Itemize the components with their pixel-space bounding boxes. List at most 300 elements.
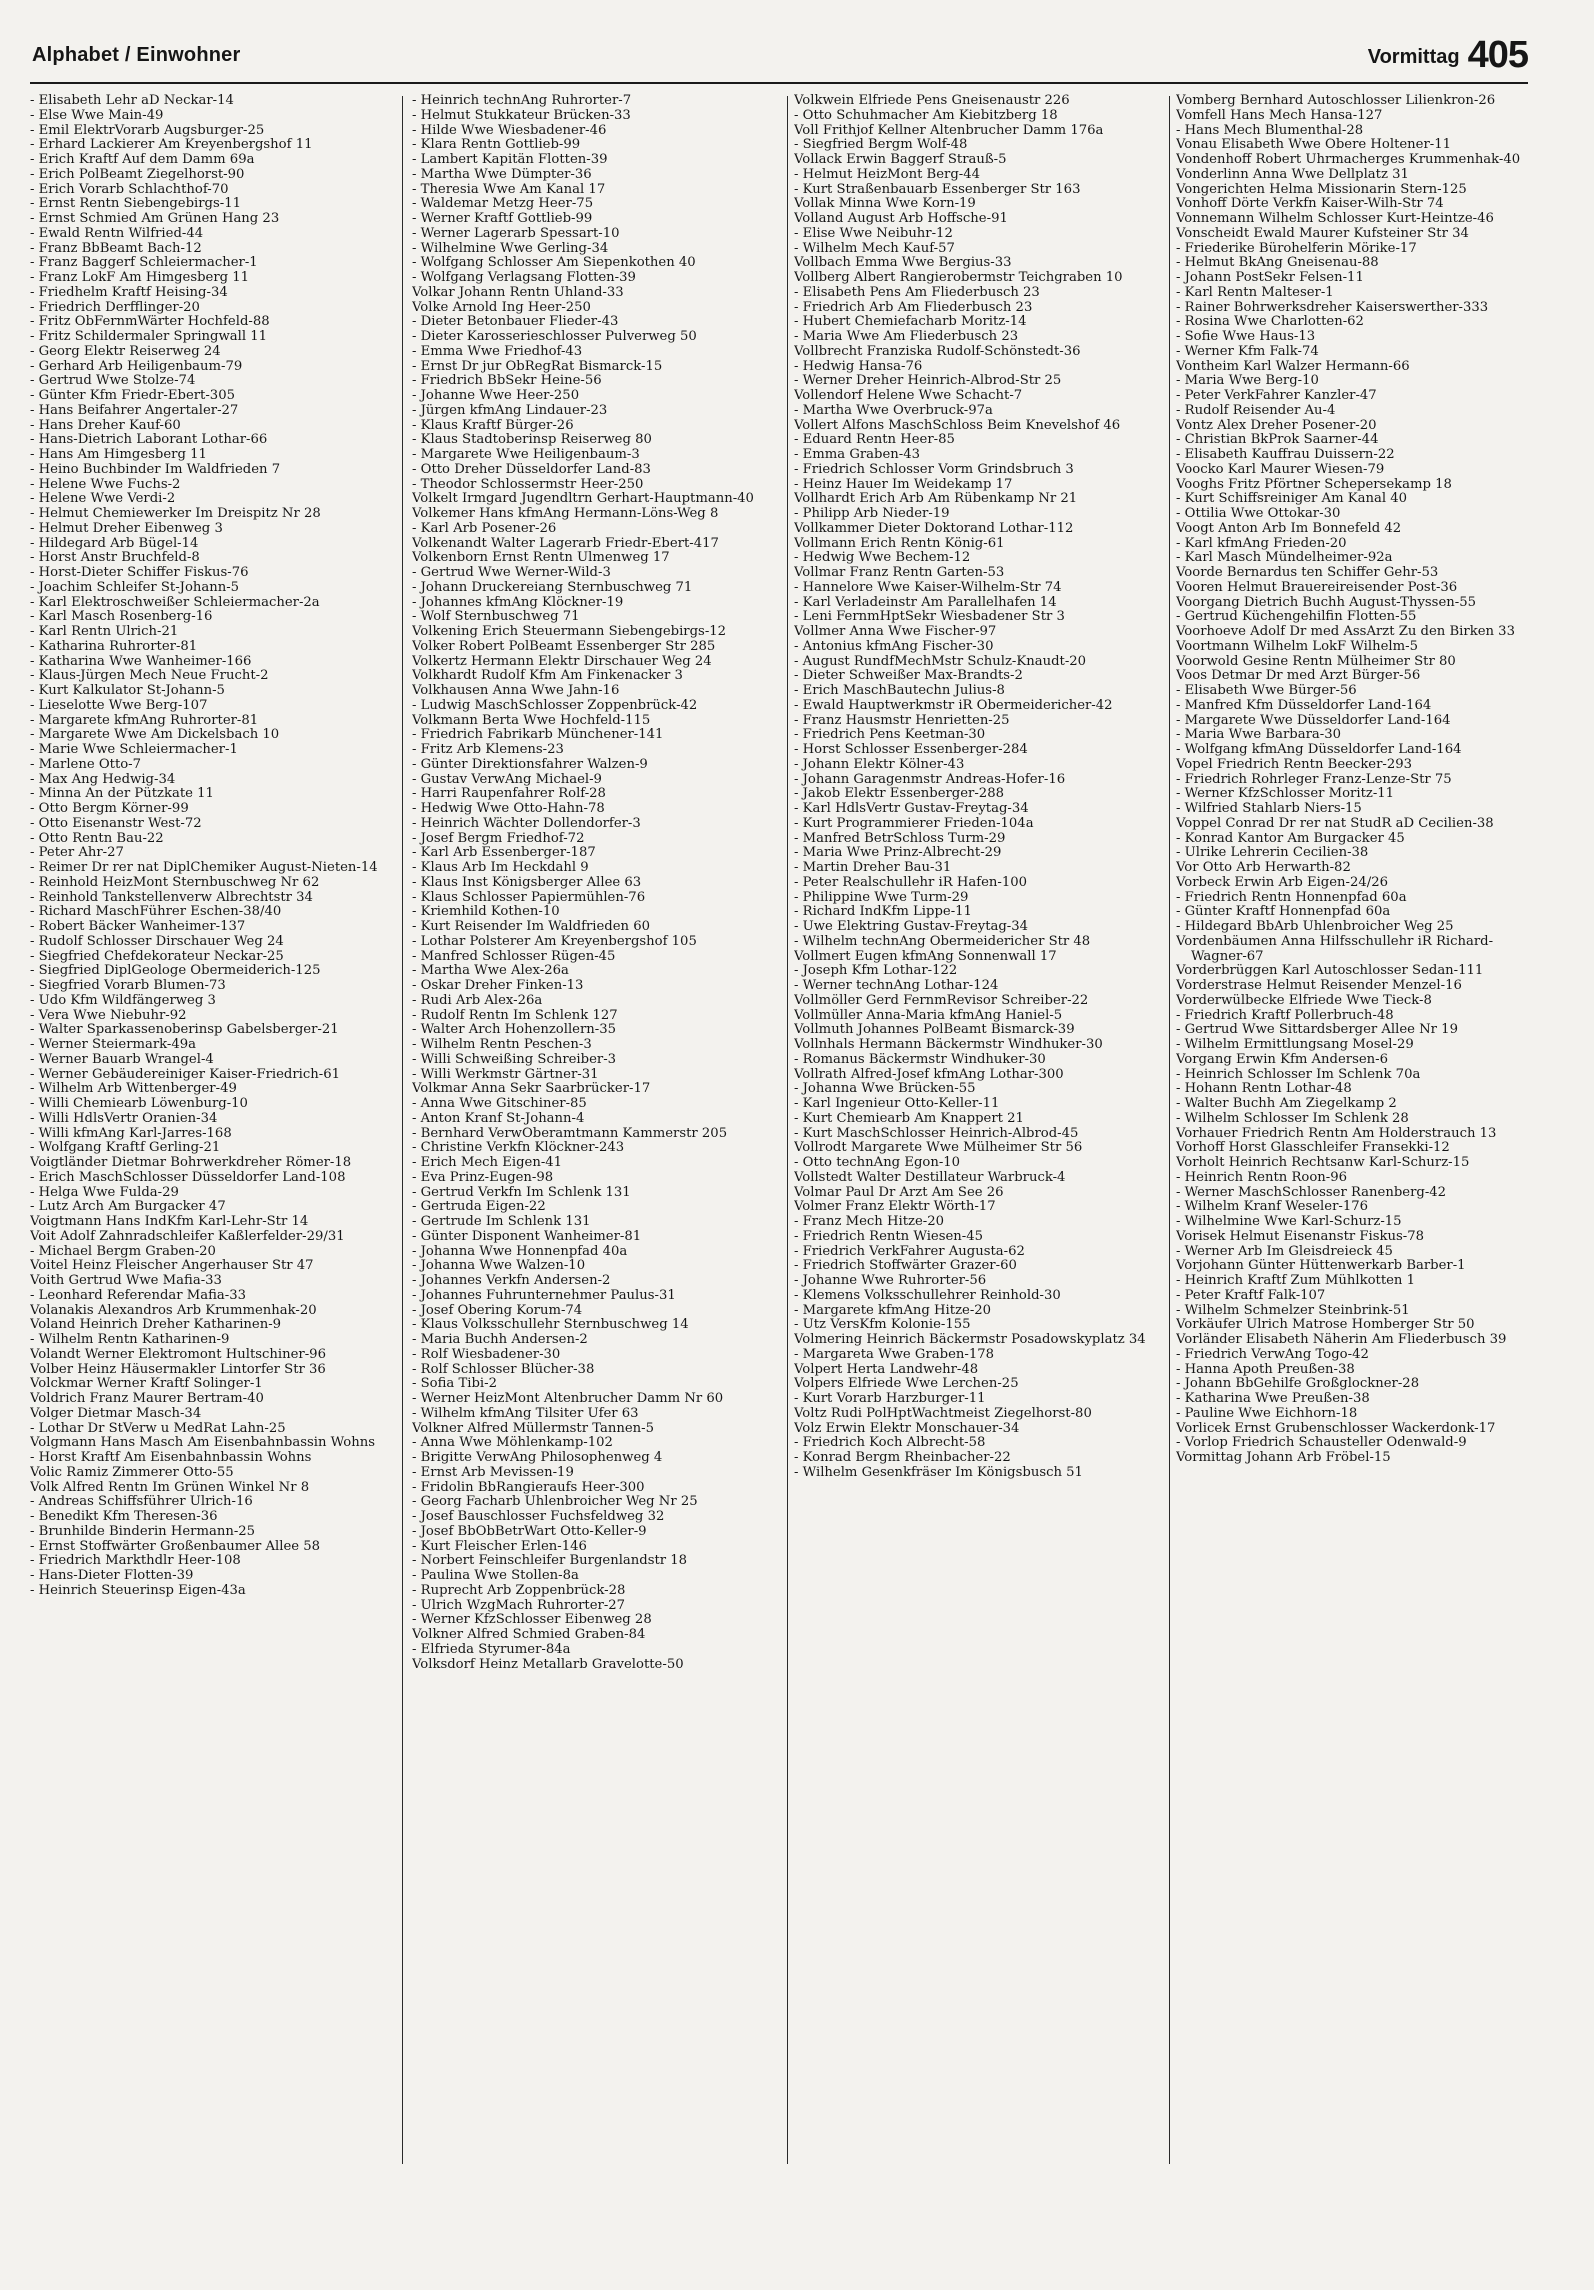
directory-entry: - Friedrich Fabrikarb Münchener-141 [412,727,664,743]
directory-entry: - Robert Bäcker Wanheimer-137 [30,919,246,934]
directory-entry: - Lothar Dr StVerw u MedRat Lahn-25 [30,1420,286,1436]
directory-entry: - Ernst Schmied Am Grünen Hang 23 [30,211,280,226]
directory-entry: - Oskar Dreher Finken-13 [412,978,584,993]
directory-entry: Volkening Erich Steuermann Siebengebirgs-12 [412,624,727,639]
directory-entry: - Siegfried DiplGeologe Obermeiderich-125 [30,963,321,979]
directory-entry: Volkner Alfred Müllermstr Tannen-5 [412,1420,654,1436]
directory-entry: - Theodor Schlossermstr Heer-250 [412,476,644,492]
directory-entry: - Hildegard Arb Bügel-14 [30,535,199,551]
directory-entry: - Emma Wwe Friedhof-43 [412,343,583,359]
directory-entry: - Willi HdlsVertr Oranien-34 [30,1110,218,1126]
directory-entry: - Horst Kraftf Am Eisenbahnbassin Wohns [30,1450,312,1465]
directory-entry: - Peter Kraftf Falk-107 [1176,1287,1326,1303]
directory-entry: - Sofia Tibi-2 [412,1376,497,1392]
directory-entry: - Günter Kfm Friedr-Ebert-305 [30,388,235,403]
column-4 [1176,94,1542,2274]
directory-entry: - Katharina Wwe Wanheimer-166 [30,653,252,669]
directory-entry: - Rolf Wiesbadener-30 [412,1346,561,1362]
directory-entry: - Ewald Hauptwerkmstr iR Obermeidericher-42 [794,697,1113,713]
directory-entry: - Maria Wwe Am Fliederbusch 23 [794,329,1019,344]
directory-entry: - Franz Hausmstr Henrietten-25 [794,712,1010,728]
directory-entry: - Helmut Dreher Eibenweg 3 [30,520,223,536]
directory-entry: - Werner Lagerarb Spessart-10 [412,225,620,241]
directory-entry: - Hedwig Hansa-76 [794,358,923,374]
directory-entry: Volkhardt Rudolf Kfm Am Finkenacker 3 [412,668,683,684]
directory-entry: - Joseph Kfm Lothar-122 [794,963,958,979]
directory-entry: - Peter VerkFahrer Kanzler-47 [1176,388,1377,403]
directory-entry: - Peter Realschullehr iR Hafen-100 [794,874,1028,890]
directory-entry: - Friedrich VerwAng Togo-42 [1176,1346,1369,1362]
directory-entry: - Wilhelm Gesenkfräser Im Königsbusch 51 [794,1464,1083,1480]
directory-entry: - Wilhelm Rentn Katharinen-9 [30,1332,230,1347]
directory-entry: Vooren Helmut Brauereireisender Post-36 [1176,579,1458,595]
directory-entry: - Werner HeizMont Altenbrucher Damm Nr 60 [412,1391,724,1406]
directory-entry: Voos Detmar Dr med Arzt Bürger-56 [1176,668,1421,684]
directory-entry: - Walter Buchh Am Ziegelkamp 2 [1176,1096,1397,1111]
directory-entry: Volkertz Hermann Elektr Dirschauer Weg 24 [412,653,712,669]
directory-entry: - Friedrich Derfflinger-20 [30,299,200,315]
directory-entry: - Franz Mech Hitze-20 [794,1214,944,1229]
directory-entry: Voll Frithjof Kellner Altenbrucher Damm 176a [794,122,1104,138]
directory-entry: - Helmut HeizMont Berg-44 [794,166,981,182]
directory-entry: - Kurt Chemiearb Am Knappert 21 [794,1110,1024,1126]
directory-entry: Voorgang Dietrich Buchh August-Thyssen-55 [1176,594,1476,610]
directory-entry: - Klemens Volksschullehrer Reinhold-30 [794,1287,1061,1303]
directory-entry: Voith Gertrud Wwe Mafia-33 [30,1273,222,1288]
directory-entry: - Josef Bauschlosser Fuchsfeldweg 32 [412,1509,665,1524]
column-2 [412,94,778,2274]
directory-entry: - Hans-Dieter Flotten-39 [30,1568,194,1583]
directory-entry: - Erich Mech Eigen-41 [412,1155,563,1170]
directory-entry: - Dieter Karosserieschlosser Pulverweg 50 [412,329,697,344]
directory-entry: - Werner Steiermark-49a [30,1037,197,1052]
directory-entry: Vollendorf Helene Wwe Schacht-7 [794,388,1023,403]
directory-entry: - Kurt Programmierer Frieden-104a [794,815,1034,831]
directory-entry: - Marlene Otto-7 [30,756,142,772]
directory-entry: Voorhoeve Adolf Dr med AssArzt Zu den Birken 33 [1176,624,1515,639]
directory-entry: Vollmüller Anna-Maria kfmAng Haniel-5 [794,1007,1063,1023]
directory-entry: - Willi Chemiearb Löwenburg-10 [30,1096,248,1111]
column-divider [787,96,788,2164]
directory-entry: - Manfred Kfm Düsseldorfer Land-164 [1176,697,1432,713]
directory-entry: - Kurt Kalkulator St-Johann-5 [30,683,225,698]
directory-entry: - Lambert Kapitän Flotten-39 [412,152,608,167]
directory-entry: - Johanna Wwe Brücken-55 [794,1081,976,1097]
directory-entry: - Johann Elektr Kölner-43 [794,756,965,772]
directory-entry: Vorderwülbecke Elfriede Wwe Tieck-8 [1176,992,1432,1008]
directory-entry: - Werner Kraftf Gottlieb-99 [412,211,593,226]
directory-entry: - Ulrich WzgMach Ruhrorter-27 [412,1597,626,1613]
directory-entry: Vollmar Franz Rentn Garten-53 [794,565,1005,580]
directory-entry: - Kurt Reisender Im Waldfrieden 60 [412,919,651,934]
directory-entry: Vonau Elisabeth Wwe Obere Holtener-11 [1176,137,1452,153]
directory-entry: - Hanna Apoth Preußen-38 [1176,1361,1355,1377]
directory-entry: - Helga Wwe Fulda-29 [30,1184,179,1200]
directory-entry: - Hedwig Wwe Otto-Hahn-78 [412,801,605,816]
directory-entry: - Walter Arch Hohenzollern-35 [412,1022,617,1038]
directory-entry: Vontheim Karl Walzer Hermann-66 [1176,358,1410,374]
directory-entry: Voldrich Franz Maurer Bertram-40 [30,1391,264,1406]
directory-entry: - Gertrud Wwe Werner-Wild-3 [412,565,611,580]
directory-entry: Volic Ramiz Zimmerer Otto-55 [30,1464,234,1480]
directory-entry: - Leonhard Referendar Mafia-33 [30,1287,247,1303]
directory-entry: - Klaus Stadtoberinsp Reiserweg 80 [412,432,652,448]
directory-entry: Vomfell Hans Mech Hansa-127 [1176,107,1383,123]
directory-entry: Volke Arnold Ing Heer-250 [412,299,591,315]
directory-entry: - Hans Dreher Kauf-60 [30,417,181,433]
directory-entry: - Hohann Rentn Lothar-48 [1176,1081,1352,1097]
directory-entry: - Hans Beifahrer Angertaler-27 [30,402,239,418]
directory-entry: Vorgang Erwin Kfm Andersen-6 [1176,1051,1389,1067]
directory-entry: - Werner KfzSchlosser Moritz-11 [1176,786,1395,802]
directory-entry: Volkwein Elfriede Pens Gneisenaustr 226 [794,94,1070,108]
directory-entry: - Katharina Wwe Preußen-38 [1176,1391,1370,1406]
directory-entry: - Fritz ObFernmWärter Hochfeld-88 [30,314,270,330]
directory-entry: - Erich Vorarb Schlachthof-70 [30,181,229,197]
running-head-word: Vormittag [1367,46,1460,68]
directory-entry: - Werner Arb Im Gleisdreieck 45 [1176,1243,1393,1259]
directory-entry: - Friedhelm Kraftf Heising-34 [30,284,228,300]
directory-entry: - Helmut Chemiewerker Im Dreispitz Nr 28 [30,506,321,521]
directory-entry: - Christine Verkfn Klöckner-243 [412,1140,625,1156]
directory-entry: - Dieter Schweißer Max-Brandts-2 [794,668,1023,684]
directory-entry: - Leni FernmHptSekr Wiesbadener Str 3 [794,609,1065,625]
directory-entry: - Franz LokF Am Himgesberg 11 [30,270,250,285]
directory-entry: - Fritz Schildermaler Springwall 11 [30,329,268,344]
directory-entry: - Josef Bergm Friedhof-72 [412,830,585,846]
directory-entry: - Friedrich Stoffwärter Grazer-60 [794,1258,1017,1274]
directory-entry: - Hans Mech Blumenthal-28 [1176,122,1364,138]
directory-entry: - Horst Schlosser Essenberger-284 [794,742,1028,757]
directory-entry: - Kurt MaschSchlosser Heinrich-Albrod-45 [794,1125,1079,1141]
directory-entry: - Otto Bergm Körner-99 [30,801,189,816]
directory-entry: - Lothar Polsterer Am Kreyenbergshof 105 [412,933,697,949]
directory-entry: Vonhoff Dörte Verkfn Kaiser-Wilh-Str 74 [1176,196,1444,212]
directory-entry: Volkar Johann Rentn Uhland-33 [412,284,624,300]
directory-entry: Vollert Alfons MaschSchloss Beim Knevelshof 46 [794,417,1121,433]
directory-entry: Volandt Werner Elektromont Hultschiner-96 [30,1346,326,1362]
directory-entry: Volmering Heinrich Bäckermstr Posadowskyplatz 34 [794,1332,1146,1347]
directory-entry: Volanakis Alexandros Arb Krummenhak-20 [30,1302,317,1318]
directory-entry: - Günter Kraftf Honnenpfad 60a [1176,904,1391,920]
directory-entry: Volger Dietmar Masch-34 [30,1405,202,1421]
directory-entry: Volkhausen Anna Wwe Jahn-16 [412,683,620,698]
directory-entry: Vollak Minna Wwe Korn-19 [794,196,976,212]
directory-entry: - Heinrich Wächter Dollendorfer-3 [412,815,641,831]
directory-entry: - Willi Werkmstr Gärtner-31 [412,1066,599,1082]
directory-entry: Volkenandt Walter Lagerarb Friedr-Ebert-417 [412,535,719,551]
directory-entry: - Maria Wwe Prinz-Albrecht-29 [794,845,1002,861]
directory-entry: - Franz Baggerf Schleiermacher-1 [30,255,258,271]
directory-entry: - Karl Masch Mündelheimer-92a [1176,550,1393,566]
directory-entry: - Rolf Schlosser Blücher-38 [412,1361,595,1377]
directory-entry: Volber Heinz Häusermakler Lintorfer Str 36 [30,1361,326,1377]
directory-entry: - Erich MaschBautechn Julius-8 [794,683,1005,698]
directory-entry: - Utz VersKfm Kolonie-155 [794,1317,971,1333]
directory-entry: - Klaus Arb Im Heckdahl 9 [412,860,589,875]
directory-entry: - Horst Anstr Bruchfeld-8 [30,550,200,566]
directory-entry: Volland August Arb Hoffsche-91 [794,211,1008,226]
directory-entry: - Wolfgang Schlosser Am Siepenkothen 40 [412,255,696,271]
directory-entry: - Werner technAng Lothar-124 [794,978,999,993]
directory-entry: - Friedrich Arb Am Fliederbusch 23 [794,299,1033,315]
directory-entry: - Werner KfzSchlosser Eibenweg 28 [412,1612,652,1628]
directory-entry: Volgmann Hans Masch Am Eisenbahnbassin Wohns [30,1435,375,1451]
directory-entry: Vollhardt Erich Arb Am Rübenkamp Nr 21 [794,491,1078,507]
directory-entry: - Johann PostSekr Felsen-11 [1176,270,1364,285]
directory-entry: - Wolfgang kfmAng Düsseldorfer Land-164 [1176,742,1462,757]
directory-entry: Vor Otto Arb Herwarth-82 [1176,860,1351,875]
directory-entry: Voland Heinrich Dreher Katharinen-9 [30,1317,282,1333]
directory-entry: - Rosina Wwe Charlotten-62 [1176,314,1364,330]
directory-entry: Voigtländer Dietmar Bohrwerkdreher Römer-18 [30,1155,352,1170]
column-divider [402,96,403,2164]
directory-entry: - Margarete Wwe Am Dickelsbach 10 [30,727,280,743]
directory-entry: - Klaus Kraftf Bürger-26 [412,417,574,433]
directory-entry: - Karl Masch Rosenberg-16 [30,609,213,625]
directory-entry: - Werner MaschSchlosser Ranenberg-42 [1176,1184,1447,1200]
directory-entry: - Otto Schuhmacher Am Kiebitzberg 18 [794,107,1058,123]
directory-entry: - Heinrich Steuerinsp Eigen-43a [30,1582,246,1598]
directory-entry: - Elise Wwe Neibuhr-12 [794,225,953,241]
directory-entry: Vonnemann Wilhelm Schlosser Kurt-Heintze-46 [1176,211,1494,226]
directory-entry: Vorhoff Horst Glasschleifer Fransekki-12 [1176,1140,1450,1156]
directory-entry: Volksdorf Heinz Metallarb Gravelotte-50 [412,1656,684,1672]
directory-entry: - Harri Raupenfahrer Rolf-28 [412,786,606,802]
directory-entry: - Maria Wwe Berg-10 [1176,373,1319,389]
directory-entry: - Martha Wwe Dümpter-36 [412,166,592,182]
running-head [1368,34,1528,77]
directory-entry: Vorhauer Friedrich Rentn Am Holderstrauch 13 [1176,1125,1497,1141]
directory-entry: Vorjohann Günter Hüttenwerkarb Barber-1 [1176,1258,1466,1274]
directory-entry: - Werner Gebäudereiniger Kaiser-Friedrich-61 [30,1066,341,1082]
directory-entry: - Friedrich Markthdlr Heer-108 [30,1553,241,1569]
directory-entry: - Reimer Dr rer nat DiplChemiker August-Nieten-14 [30,860,378,875]
directory-entry: - Rudolf Reisender Au-4 [1176,402,1336,418]
directory-entry: - Hildegard BbArb Uhlenbroicher Weg 25 [1176,919,1454,934]
directory-entry: - Reinhold HeizMont Sternbuschweg Nr 62 [30,874,320,890]
column-1 [30,94,392,2274]
directory-entry: - Friedrich Pens Keetman-30 [794,727,986,743]
directory-entry: Volkmar Anna Sekr Saarbrücker-17 [412,1081,651,1097]
directory-entry: - Konrad Kantor Am Burgacker 45 [1176,830,1405,846]
directory-entry: - Friedrich Rentn Honnenpfad 60a [1176,889,1407,905]
directory-entry: - Anna Wwe Möhlenkamp-102 [412,1435,613,1451]
directory-entry: Volkelt Irmgard Jugendltrn Gerhart-Hauptmann-40 [412,491,754,507]
directory-entry: - Otto Eisenanstr West-72 [30,815,202,831]
directory-entry: - Heinrich technAng Ruhrorter-7 [412,94,632,108]
directory-entry: Vorkäufer Ulrich Matrose Homberger Str 50 [1176,1317,1475,1333]
directory-entry: - Bernhard VerwOberamtmann Kammerstr 205 [412,1125,728,1141]
directory-entry: Voorwold Gesine Rentn Mülheimer Str 80 [1176,653,1456,669]
directory-entry: Vorderbrüggen Karl Autoschlosser Sedan-111 [1176,963,1484,979]
directory-entry: Vollmuth Johannes PolBeamt Bismarck-39 [794,1022,1075,1038]
directory-entry: - Ottilia Wwe Ottokar-30 [1176,506,1341,521]
directory-entry: Vonscheidt Ewald Maurer Kufsteiner Str 34 [1176,225,1469,241]
directory-entry: - Erich PolBeamt Ziegelhorst-90 [30,166,245,182]
directory-entry: - Lieselotte Wwe Berg-107 [30,697,208,713]
directory-entry: - Otto technAng Egon-10 [794,1155,961,1170]
directory-entry: - Wilhelm Schlosser Im Schlenk 28 [1176,1110,1409,1126]
directory-entry: - Joachim Schleifer St-Johann-5 [30,579,240,595]
directory-entry: - Margarete Wwe Düsseldorfer Land-164 [1176,712,1451,728]
column-divider [1169,96,1170,2164]
directory-entry: - Josef Obering Korum-74 [412,1302,583,1318]
directory-entry: - Walter Sparkassenoberinsp Gabelsberger-21 [30,1022,339,1038]
directory-entry: - Richard IndKfm Lippe-11 [794,904,972,920]
directory-entry: Vorisek Helmut Eisenanstr Fiskus-78 [1176,1228,1424,1244]
directory-entry: Vollberg Albert Rangierobermstr Teichgraben 10 [794,270,1123,285]
directory-entry: - Elisabeth Pens Am Fliederbusch 23 [794,284,1040,300]
directory-entry: - Erhard Lackierer Am Kreyenbergshof 11 [30,137,313,153]
directory-entry: - Konrad Bergm Rheinbacher-22 [794,1450,1011,1465]
directory-entry: - Theresia Wwe Am Kanal 17 [412,181,606,197]
directory-entry: - Else Wwe Main-49 [30,107,164,123]
directory-entry: - Marie Wwe Schleiermacher-1 [30,742,238,757]
directory-entry: Volkemer Hans kfmAng Hermann-Löns-Weg 8 [412,506,719,521]
directory-entry: - Karl kfmAng Frieden-20 [1176,535,1347,551]
directory-entry: Volker Robert PolBeamt Essenberger Str 285 [412,638,716,654]
directory-entry: - Margarete kfmAng Ruhrorter-81 [30,712,259,728]
directory-entry: - Rainer Bohrwerksdreher Kaiserswerther-333 [1176,299,1489,315]
directory-entry: - Fridolin BbRangieraufs Heer-300 [412,1479,645,1495]
directory-entry: Voppel Conrad Dr rer nat StudR aD Cecilien-38 [1176,815,1494,831]
directory-entry: - Georg Facharb Uhlenbroicher Weg Nr 25 [412,1494,698,1510]
directory-entry: - Emil ElektrVorarb Augsburger-25 [30,122,265,138]
directory-entry: - Gertrud Küchengehilfin Flotten-55 [1176,609,1417,625]
directory-entry: - Katharina Ruhrorter-81 [30,638,198,654]
directory-entry: Vollrodt Margarete Wwe Mülheimer Str 56 [794,1140,1083,1156]
directory-entry: Vomberg Bernhard Autoschlosser Lilienkron-26 [1176,94,1496,108]
directory-entry: Vollmöller Gerd FernmRevisor Schreiber-22 [794,992,1089,1008]
section-title: Alphabet / Einwohner [32,44,241,66]
directory-entry: - Horst-Dieter Schiffer Fiskus-76 [30,565,249,580]
directory-entry: Vorländer Elisabeth Näherin Am Fliederbusch 39 [1176,1332,1507,1347]
directory-entry: Vollstedt Walter Destillateur Warbruck-4 [794,1169,1066,1185]
directory-entry: Voit Adolf Zahnradschleifer Kaßlerfelder-29/31 [30,1228,345,1244]
directory-entry: - August RundfMechMstr Schulz-Knaudt-20 [794,653,1087,669]
directory-entry: - Karl Verladeinstr Am Parallelhafen 14 [794,594,1057,610]
directory-entry: - Karl Rentn Ulrich-21 [30,624,179,639]
directory-entry: Vopel Friedrich Rentn Beecker-293 [1176,756,1413,772]
directory-entry: Volk Alfred Rentn Im Grünen Winkel Nr 8 [30,1479,310,1495]
directory-entry: - Eva Prinz-Eugen-98 [412,1169,554,1185]
directory-entry: - Johannes kfmAng Klöckner-19 [412,594,624,610]
directory-entry: - Rudolf Schlosser Dirschauer Weg 24 [30,933,284,949]
directory-entry: - Wilhelm Kranf Weseler-176 [1176,1199,1369,1215]
directory-entry: Vollbach Emma Wwe Bergius-33 [794,255,1012,271]
directory-entry: - Franz BbBeamt Bach-12 [30,240,202,256]
directory-entry: - Erich Kraftf Auf dem Damm 69a [30,152,255,167]
directory-entry: - Ulrike Lehrerin Cecilien-38 [1176,845,1369,861]
directory-entry: - Klaus Schlosser Papiermühlen-76 [412,889,646,905]
directory-entry: - Paulina Wwe Stollen-8a [412,1568,579,1583]
directory-entry: - Anton Kranf St-Johann-4 [412,1110,585,1126]
directory-entry: - Kurt Schiffsreiniger Am Kanal 40 [1176,491,1408,507]
directory-entry: - Klara Rentn Gottlieb-99 [412,137,581,153]
directory-entry: - Karl Elektroschweißer Schleiermacher-2a [30,594,320,610]
directory-entry: Vollkammer Dieter Doktorand Lothar-112 [794,520,1074,536]
directory-entry: Volmer Franz Elektr Wörth-17 [794,1199,996,1215]
directory-entry: - Helmut Stukkateur Brücken-33 [412,107,631,123]
directory-entry: - Uwe Elektring Gustav-Freytag-34 [794,919,1029,934]
page-number: 405 [1467,34,1528,76]
directory-entry: - Gertrud Wwe Sittardsberger Allee Nr 19 [1176,1022,1458,1038]
directory-entry: - Richard MaschFührer Eschen-38/40 [30,904,282,920]
directory-entry: - Ludwig MaschSchlosser Zoppenbrück-42 [412,697,698,713]
directory-columns [30,94,1528,2274]
directory-entry: - Wilhelm technAng Obermeidericher Str 48 [794,933,1091,949]
directory-entry: - Jürgen kfmAng Lindauer-23 [412,402,608,418]
directory-entry: - Udo Kfm Wildfängerweg 3 [30,992,216,1008]
directory-entry: - Wilfried Stahlarb Niers-15 [1176,801,1362,816]
directory-entry: - Kriemhild Kothen-10 [412,904,560,920]
directory-entry: - Minna An der Pützkate 11 [30,786,214,802]
directory-entry: - Norbert Feinschleifer Burgenlandstr 18 [412,1553,688,1569]
directory-entry: - Martha Wwe Overbruck-97a [794,402,993,418]
directory-entry: - Werner Dreher Heinrich-Albrod-Str 25 [794,373,1062,389]
directory-entry: - Antonius kfmAng Fischer-30 [794,638,994,654]
directory-entry: - Christian BkProk Saarner-44 [1176,432,1379,448]
directory-entry: - Rudolf Rentn Im Schlenk 127 [412,1007,618,1023]
directory-entry: - Gertrud Verkfn Im Schlenk 131 [412,1184,631,1200]
directory-entry: - Otto Rentn Bau-22 [30,830,164,846]
directory-entry: - Otto Dreher Düsseldorfer Land-83 [412,461,651,477]
directory-entry: - Eduard Rentn Heer-85 [794,432,955,448]
directory-entry: - Karl HdlsVertr Gustav-Freytag-34 [794,801,1029,816]
directory-entry: Vollmert Eugen kfmAng Sonnenwall 17 [794,948,1057,964]
directory-entry: - Fritz Arb Klemens-23 [412,742,564,757]
directory-entry: - Philipp Arb Nieder-19 [794,506,950,521]
directory-entry: - Max Ang Hedwig-34 [30,771,176,787]
directory-entry: - Wolfgang Verlagsang Flotten-39 [412,270,636,285]
directory-entry: - Klaus-Jürgen Mech Neue Frucht-2 [30,668,269,684]
directory-entry: Voocko Karl Maurer Wiesen-79 [1176,461,1385,477]
directory-entry: - Martha Wwe Alex-26a [412,963,569,979]
directory-entry: - Heino Buchbinder Im Waldfrieden 7 [30,461,281,477]
directory-entry: - Johann Druckereiang Sternbuschweg 71 [412,579,693,595]
directory-entry: - Karl Arb Essenberger-187 [412,845,596,861]
directory-entry: - Friederike Bürohelferin Mörike-17 [1176,240,1417,256]
directory-entry: Volz Erwin Elektr Monschauer-34 [794,1420,1020,1436]
directory-entry: Vorlicek Ernst Grubenschlosser Wackerdonk-17 [1176,1420,1496,1436]
directory-entry: - Wolfgang Kraftf Gerling-21 [30,1140,221,1156]
directory-entry: - Gertrud Wwe Stolze-74 [30,373,196,389]
directory-entry: Volpers Elfriede Wwe Lerchen-25 [794,1376,1019,1392]
directory-entry: - Siegfried Bergm Wolf-48 [794,137,968,153]
directory-entry: - Wilhelm Ermittlungsang Mosel-29 [1176,1037,1414,1052]
directory-entry: - Jakob Elektr Essenberger-288 [794,786,1004,802]
directory-entry: - Ernst Dr jur ObRegRat Bismarck-15 [412,358,663,374]
directory-entry: Voorde Bernardus ten Schiffer Gehr-53 [1176,565,1439,580]
directory-entry: - Hans Am Himgesberg 11 [30,447,207,462]
directory-entry: - Johanne Wwe Ruhrorter-56 [794,1273,987,1288]
directory-entry: - Johanna Wwe Honnenpfad 40a [412,1243,628,1259]
directory-entry: Voogt Anton Arb Im Bonnefeld 42 [1176,520,1402,536]
directory-entry: Volkmann Berta Wwe Hochfeld-115 [412,712,651,728]
directory-entry: - Gertrude Im Schlenk 131 [412,1214,591,1229]
directory-entry: - Manfred Schlosser Rügen-45 [412,948,616,964]
directory-entry: - Brigitte VerwAng Philosophenweg 4 [412,1450,663,1465]
directory-entry: Vontz Alex Dreher Posener-20 [1176,417,1377,433]
directory-entry: - Wilhelm Arb Wittenberger-49 [30,1081,237,1097]
directory-entry: - Sofie Wwe Haus-13 [1176,329,1316,344]
directory-entry: - Andreas Schiffsführer Ulrich-16 [30,1494,253,1510]
directory-entry: - Helmut BkAng Gneisenau-88 [1176,255,1379,271]
directory-entry: - Johanna Wwe Walzen-10 [412,1258,586,1274]
directory-entry: - Anna Wwe Gitschiner-85 [412,1096,587,1111]
directory-entry: Volckmar Werner Kraftf Solinger-1 [30,1376,263,1392]
